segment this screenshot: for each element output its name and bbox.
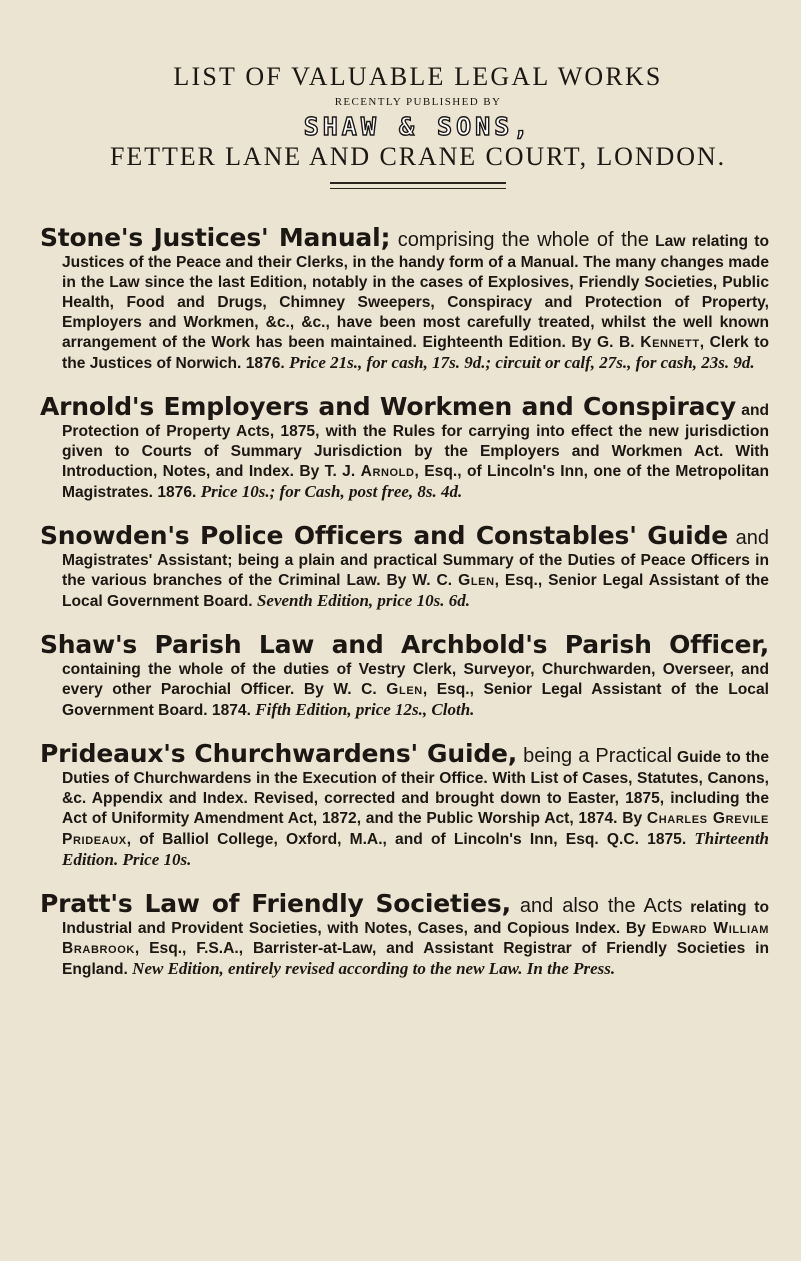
book-author: Arnold <box>360 463 415 480</box>
book-entry-text <box>40 889 769 980</box>
recently-published-line: RECENTLY PUBLISHED BY <box>334 96 502 108</box>
book-title: Shaw's Parish Law and Archbold's Parish Officer, <box>40 630 769 659</box>
book-details: , Esq., Senior Legal Assistant of the Local Government Board. <box>62 572 769 610</box>
book-description: relating to Industrial and Provident Societies, with Notes, Cases, and Copious Index. By <box>62 899 769 937</box>
book-subtitle: and also the Acts <box>510 895 683 917</box>
book-details: , Esq., Senior Legal Assistant of the Local Government Board. 1874. <box>62 681 769 719</box>
book-price: Price 10s.; for Cash, post free, 8s. 4d. <box>200 482 463 501</box>
book-description: and Protection of Property Acts, 1875, with the Rules for carrying into effect the new jurisdiction given to Courts of Summary Jurisdiction by the Employers and Workmen Act. With Introduction, Notes, and Index. By T. J. <box>62 402 769 480</box>
book-title: Arnold's Employers and Workmen and Conspiracy <box>40 392 736 421</box>
book-subtitle: and <box>728 527 769 549</box>
book-entry-prideaux <box>40 739 769 871</box>
book-details: , Esq., F.S.A., Barrister-at-Law, and Assistant Registrar of Friendly Societies in England. <box>62 940 769 978</box>
book-title: Pratt's Law of Friendly Societies, <box>40 889 511 918</box>
book-description: Law relating to Justices of the Peace and their Clerks, in the handy form of a Manual. The many changes made in the Law since the last Edition, notably in the cases of Explosives, Friendly Societies, Public Health, Food and Drugs, Chimney Sweepers, Conspiracy and Protection of Property, Employers and Workmen, &c., &c., have been most carefully treated, whilst the well known arrangement of the Work has been maintained. Eighteenth Edition. By G. B. <box>62 233 769 351</box>
book-entry-snowden <box>40 521 769 612</box>
book-author: Charles Grevile Prideaux <box>62 810 769 848</box>
book-entry-text <box>40 630 769 721</box>
book-entry-text <box>40 223 769 374</box>
book-author: Glen <box>386 681 423 698</box>
publisher-address: FETTER LANE AND CRANE COURT, LONDON. <box>110 142 726 171</box>
book-price: Thirteenth Edition. Price 10s. <box>62 829 769 869</box>
book-entry-pratt <box>40 889 769 980</box>
book-details: , Clerk to the Justices of Norwich. 1876. <box>62 334 769 372</box>
title-rule <box>330 182 506 189</box>
book-title: Stone's Justices' Manual; <box>40 223 391 252</box>
book-author: Kennett <box>640 334 700 351</box>
book-title: Prideaux's Churchwardens' Guide, <box>40 739 518 768</box>
masthead <box>38 62 798 189</box>
catalogue-title: LIST OF VALUABLE LEGAL WORKS <box>173 62 663 91</box>
book-list <box>40 223 769 980</box>
book-price: Seventh Edition, price 10s. 6d. <box>256 591 470 610</box>
book-author: Glen <box>458 572 495 589</box>
book-entry-arnold <box>40 392 769 503</box>
book-entry-shaw <box>40 630 769 721</box>
book-author: Edward William Brabrook <box>62 920 769 957</box>
book-details: , Esq., of Lincoln's Inn, one of the Metropolitan Magistrates. 1876. <box>62 463 769 501</box>
book-description: containing the whole of the duties of Vestry Clerk, Surveyor, Churchwarden, Overseer, and every other Parochial Officer. By W. C. <box>62 661 769 698</box>
book-details: , of Balliol College, Oxford, M.A., and of Lincoln's Inn, Esq. Q.C. 1875. <box>126 831 695 848</box>
book-entry-text <box>40 739 769 871</box>
book-subtitle: being a Practical <box>517 745 673 767</box>
book-price: Price 21s., for cash, 17s. 9d.; circuit or calf, 27s., for cash, 23s. 9d. <box>289 353 755 372</box>
publisher-name: SHAW & SONS, <box>303 112 533 141</box>
book-entry-text <box>40 521 769 612</box>
book-entry-stone <box>40 223 769 374</box>
book-price: New Edition, entirely revised according to the new Law. In the Press. <box>132 959 616 978</box>
book-subtitle: comprising the whole of the <box>390 229 649 251</box>
book-description: Magistrates' Assistant; being a plain and practical Summary of the Duties of Peace Officers in the various branches of the Criminal Law. By W. C. <box>62 552 769 589</box>
book-entry-text <box>40 392 769 503</box>
book-description: Guide to the Duties of Churchwardens in the Execution of their Office. With List of Cases, Statutes, Canons, &c. Appendix and Index. Revised, corrected and brought down to Easter, 1875, including the Act of Uniformity Amendment Act, 1872, and the Public Worship Act, 1874. By <box>62 749 769 827</box>
book-price: Fifth Edition, price 12s., Cloth. <box>255 700 475 719</box>
book-title: Snowden's Police Officers and Constables' Guide <box>40 521 728 550</box>
